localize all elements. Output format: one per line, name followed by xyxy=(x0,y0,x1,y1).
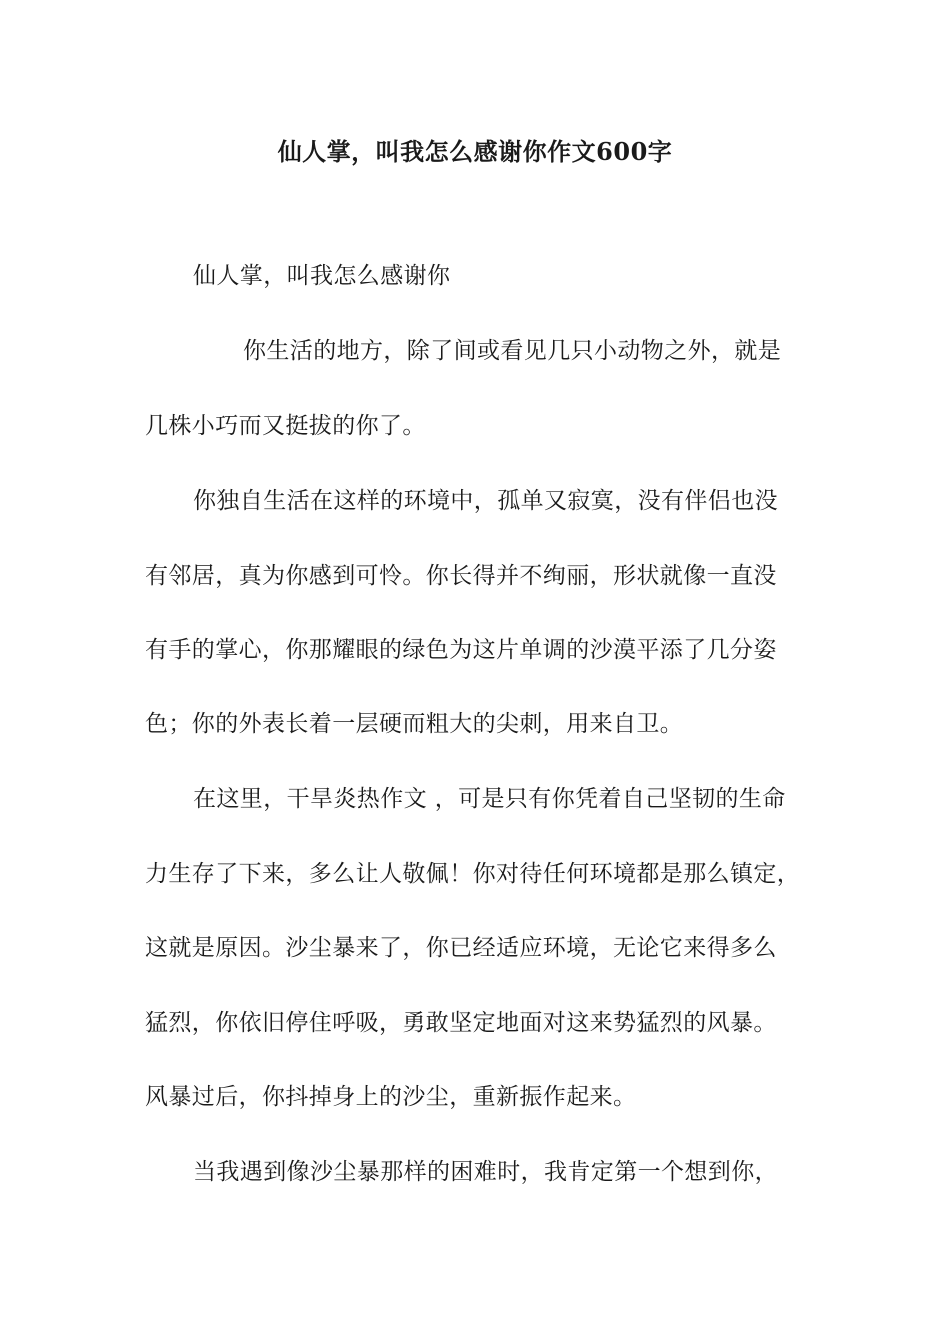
text-line: 你生活的地方，除了间或看见几只小动物之外，就是 xyxy=(243,338,782,364)
text-line: 几株小巧而又挺拔的你了。 xyxy=(145,413,426,439)
text-line: 有邻居，真为你感到可怜。你长得并不绚丽，形状就像一直没 xyxy=(145,563,777,589)
text-line: 仙人掌，叫我怎么感谢你 xyxy=(193,263,451,289)
text-line: 猛烈，你依旧停住呼吸，勇敢坚定地面对这来势猛烈的风暴。 xyxy=(145,1010,777,1036)
text-line: 力生存了下来，多么让人敬佩！你对待任何环境都是那么镇定， xyxy=(145,861,801,887)
text-line: 风暴过后，你抖掉身上的沙尘，重新振作起来。 xyxy=(145,1084,637,1110)
text-line: 当我遇到像沙尘暴那样的困难时，我肯定第一个想到你， xyxy=(193,1159,778,1185)
text-line: 有手的掌心，你那耀眼的绿色为这片单调的沙漠平添了几分姿 xyxy=(145,637,777,663)
document-title: 仙人掌，叫我怎么感谢你作文600字 xyxy=(277,137,673,166)
text-line: 这就是原因。沙尘暴来了，你已经适应环境，无论它来得多么 xyxy=(145,935,777,961)
text-line: 你独自生活在这样的环境中，孤单又寂寞，没有伴侣也没 xyxy=(193,488,778,514)
text-line: 色；你的外表长着一层硬而粗大的尖刺，用来自卫。 xyxy=(145,711,684,737)
text-line: 在这里，干旱炎热作文 ，可是只有你凭着自己坚韧的生命 xyxy=(193,786,786,812)
